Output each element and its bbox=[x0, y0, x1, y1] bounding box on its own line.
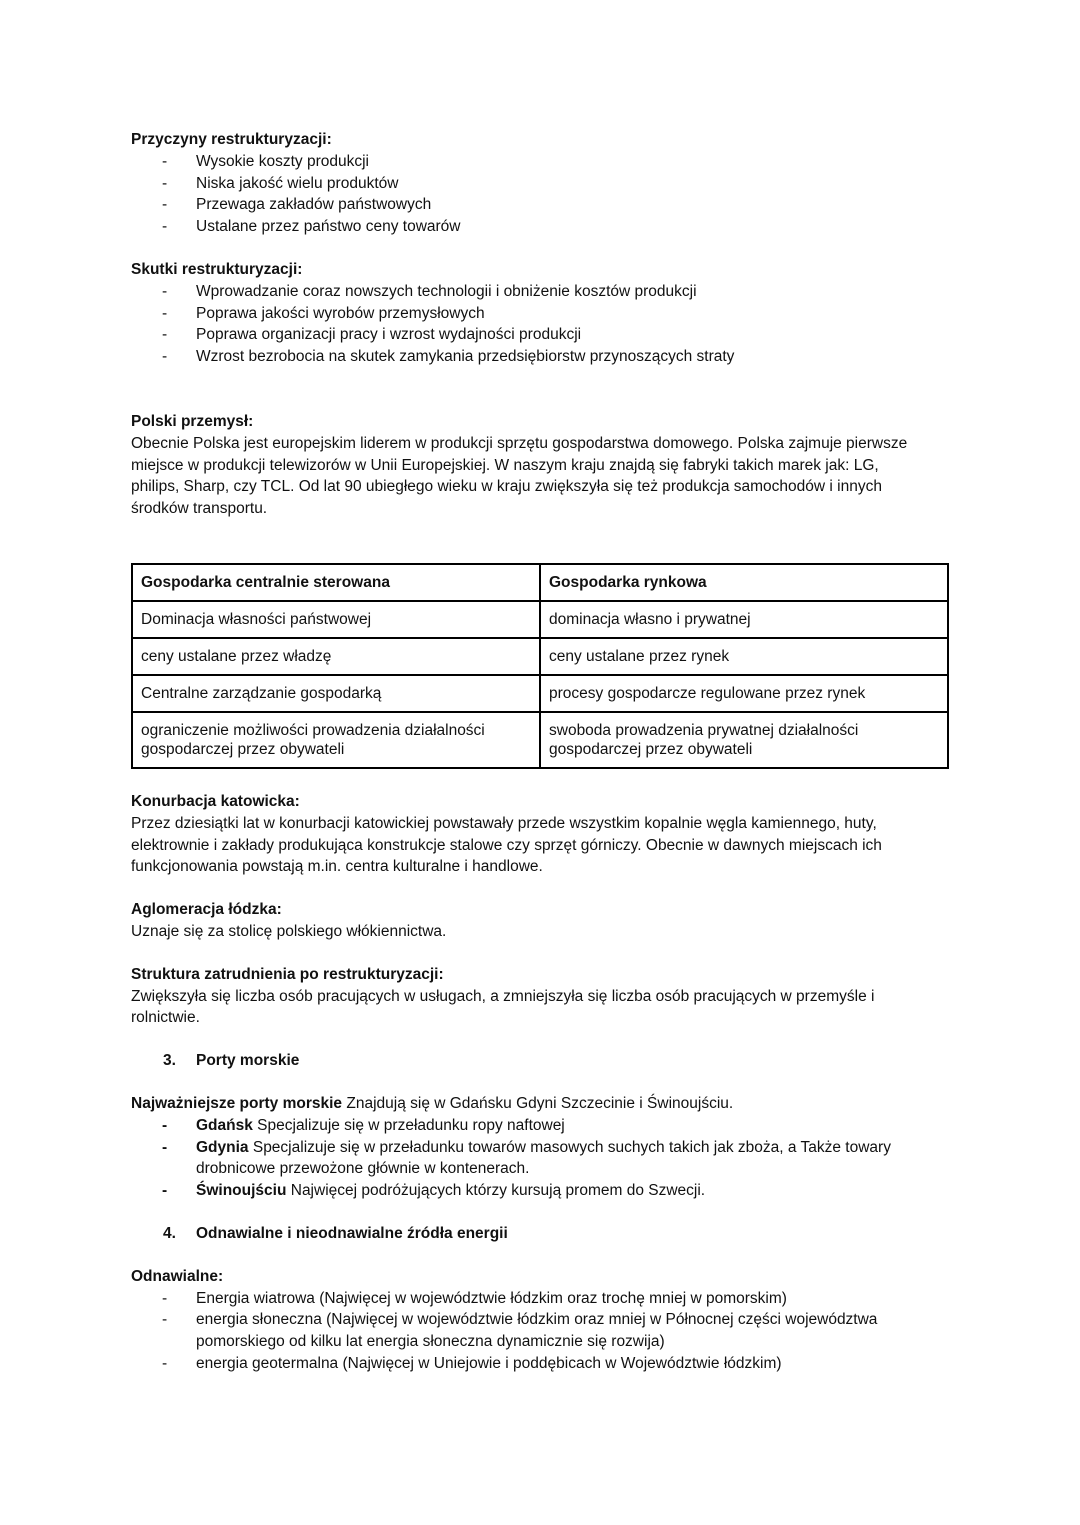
list-porty bbox=[131, 1115, 951, 1202]
section-number: 3. bbox=[163, 1052, 176, 1070]
paragraph-polski-przemysl bbox=[131, 433, 951, 520]
list-item bbox=[131, 281, 951, 303]
table-cell: swoboda prowadzenia prywatnej działalności gospodarczej przez obywateli bbox=[540, 712, 948, 768]
table-cell: procesy gospodarcze regulowane przez rynek bbox=[540, 675, 948, 712]
paragraph-aglomeracja: Uznaje się za stolicę polskiego włókiennictwa. bbox=[131, 922, 447, 940]
dash-bullet: - bbox=[162, 174, 168, 192]
heading-konurbacja: Konurbacja katowicka: bbox=[131, 792, 300, 810]
dash-bullet: - bbox=[162, 218, 168, 236]
list-item bbox=[131, 173, 951, 195]
list-item bbox=[131, 151, 951, 173]
paragraph-line: miejsce w produkcji telewizorów w Unii Europejskiej. W naszym kraju znajdą się fabryki takich marek jak: LG, bbox=[131, 456, 879, 474]
port-description: Specjalizuje się w przeładunku towarów masowych suchych takich jak zboża, a Także towary bbox=[248, 1138, 891, 1156]
table-header-cell: Gospodarka rynkowa bbox=[540, 564, 948, 601]
table-cell: Dominacja własności państwowej bbox=[132, 601, 540, 638]
dash-bullet: - bbox=[162, 152, 168, 170]
list-item-text: Wzrost bezrobocia na skutek zamykania przedsiębiorstw przynoszących straty bbox=[196, 348, 735, 366]
list-item-text: Poprawa jakości wyrobów przemysłowych bbox=[196, 304, 485, 322]
port-description-cont: drobnicowe przewożone głównie w kontenerach. bbox=[196, 1160, 530, 1178]
paragraph-line: środków transportu. bbox=[131, 500, 268, 518]
list-item-text: Ustalane przez państwo ceny towarów bbox=[196, 218, 461, 236]
list-item-text: Wysokie koszty produkcji bbox=[196, 152, 369, 170]
section-heading-energia bbox=[131, 1223, 951, 1245]
dash-bullet: - bbox=[162, 282, 168, 300]
dash-bullet: - bbox=[162, 196, 168, 214]
list-item bbox=[131, 346, 951, 368]
table-row bbox=[132, 601, 948, 638]
port-description: Specjalizuje się w przeładunku ropy naftowej bbox=[252, 1116, 565, 1134]
section-title: Porty morskie bbox=[196, 1052, 300, 1070]
paragraph-struktura bbox=[131, 986, 951, 1030]
section-number: 4. bbox=[163, 1224, 176, 1242]
list-skutki bbox=[131, 281, 951, 368]
list-item bbox=[131, 1309, 951, 1353]
list-item-text-cont: pomorskiego od kilku lat energia słoneczna dynamicznie się rozwija) bbox=[196, 1333, 665, 1351]
list-item bbox=[131, 1137, 951, 1181]
economy-comparison-table bbox=[131, 563, 949, 769]
porty-lead-text: Znajdują się w Gdańsku Gdyni Szczecinie i Świnoujściu. bbox=[342, 1094, 734, 1112]
paragraph-line: funkcjonowania powstają m.in. centra kulturalne i handlowe. bbox=[131, 858, 543, 876]
heading-przyczyny: Przyczyny restrukturyzacji: bbox=[131, 131, 332, 148]
paragraph-porty-lead bbox=[131, 1093, 951, 1115]
list-item bbox=[131, 1180, 951, 1202]
list-item-text: Poprawa organizacji pracy i wzrost wydajności produkcji bbox=[196, 326, 582, 344]
section-title: Odnawialne i nieodnawialne źródła energii bbox=[196, 1224, 508, 1242]
paragraph-line: philips, Sharp, czy TCL. Od lat 90 ubiegłego wieku w kraju zwiększyła się też produkcja samochodów i innych bbox=[131, 478, 882, 496]
table-cell: Centralne zarządzanie gospodarką bbox=[132, 675, 540, 712]
dash-bullet: - bbox=[162, 348, 168, 366]
list-item bbox=[131, 216, 951, 238]
heading-polski-przemysl: Polski przemysł: bbox=[131, 412, 254, 430]
dash-bullet: - bbox=[162, 1138, 168, 1156]
list-item bbox=[131, 1115, 951, 1137]
list-item-text: Energia wiatrowa (Najwięcej w województwie łódzkim oraz trochę mniej w pomorskim) bbox=[196, 1289, 787, 1307]
dash-bullet: - bbox=[162, 1311, 168, 1329]
heading-odnawialne: Odnawialne: bbox=[131, 1267, 224, 1285]
list-item bbox=[131, 1353, 951, 1375]
table-row bbox=[132, 712, 948, 768]
table-cell: ceny ustalane przez rynek bbox=[540, 638, 948, 675]
port-name: Świnoujściu bbox=[196, 1182, 287, 1200]
dash-bullet: - bbox=[162, 1116, 168, 1134]
table-cell: ceny ustalane przez władzę bbox=[132, 638, 540, 675]
document-content bbox=[131, 129, 951, 1375]
list-przyczyny bbox=[131, 151, 951, 238]
table-header-row bbox=[132, 564, 948, 601]
paragraph-line: Przez dziesiątki lat w konurbacji katowickiej powstawały przede wszystkim kopalnie węgla kamiennego, huty, bbox=[131, 814, 877, 832]
port-description: Najwięcej podróżujących którzy kursują promem do Szwecji. bbox=[286, 1182, 706, 1200]
port-name: Gdynia bbox=[196, 1138, 249, 1156]
paragraph-line: elektrownie i zakłady produkująca konstrukcje stalowe czy sprzęt górniczy. Obecnie w dawnych miejscach ich bbox=[131, 836, 882, 854]
section-heading-porty bbox=[131, 1050, 951, 1072]
heading-aglomeracja: Aglomeracja łódzka: bbox=[131, 901, 282, 919]
list-item-text: Przewaga zakładów państwowych bbox=[196, 196, 432, 214]
list-item bbox=[131, 303, 951, 325]
table-row bbox=[132, 638, 948, 675]
paragraph-line: Zwiększyła się liczba osób pracujących w usługach, a zmniejszyła się liczba osób pracujących w przemyśle i bbox=[131, 987, 875, 1005]
list-item bbox=[131, 1288, 951, 1310]
list-item bbox=[131, 194, 951, 216]
porty-lead-bold: Najważniejsze porty morskie bbox=[131, 1094, 343, 1112]
list-item bbox=[131, 324, 951, 346]
dash-bullet: - bbox=[162, 1182, 168, 1200]
paragraph-konurbacja bbox=[131, 813, 951, 878]
dash-bullet: - bbox=[162, 1289, 168, 1307]
paragraph-line: rolnictwie. bbox=[131, 1009, 200, 1027]
table-cell: ograniczenie możliwości prowadzenia działalności gospodarczej przez obywateli bbox=[132, 712, 540, 768]
list-item-text: Wprowadzanie coraz nowszych technologii i obniżenie kosztów produkcji bbox=[196, 282, 697, 300]
table-header-cell: Gospodarka centralnie sterowana bbox=[132, 564, 540, 601]
port-name: Gdańsk bbox=[196, 1116, 253, 1134]
dash-bullet: - bbox=[162, 304, 168, 322]
list-item-text: energia słoneczna (Najwięcej w województwie łódzkim oraz mniej w Północnej części województwa bbox=[196, 1311, 878, 1329]
dash-bullet: - bbox=[162, 1354, 168, 1372]
list-odnawialne bbox=[131, 1288, 951, 1375]
list-item-text: energia geotermalna (Najwięcej w Uniejowie i poddębicach w Województwie łódzkim) bbox=[196, 1354, 782, 1372]
list-item-text: Niska jakość wielu produktów bbox=[196, 174, 399, 192]
table-row bbox=[132, 675, 948, 712]
table-cell: dominacja własno i prywatnej bbox=[540, 601, 948, 638]
paragraph-line: Obecnie Polska jest europejskim liderem w produkcji sprzętu gospodarstwa domowego. Polska zajmuje pierwsze bbox=[131, 434, 908, 452]
dash-bullet: - bbox=[162, 326, 168, 344]
heading-struktura-zatrudnienia: Struktura zatrudnienia po restrukturyzacji: bbox=[131, 965, 444, 983]
heading-skutki: Skutki restrukturyzacji: bbox=[131, 260, 303, 278]
